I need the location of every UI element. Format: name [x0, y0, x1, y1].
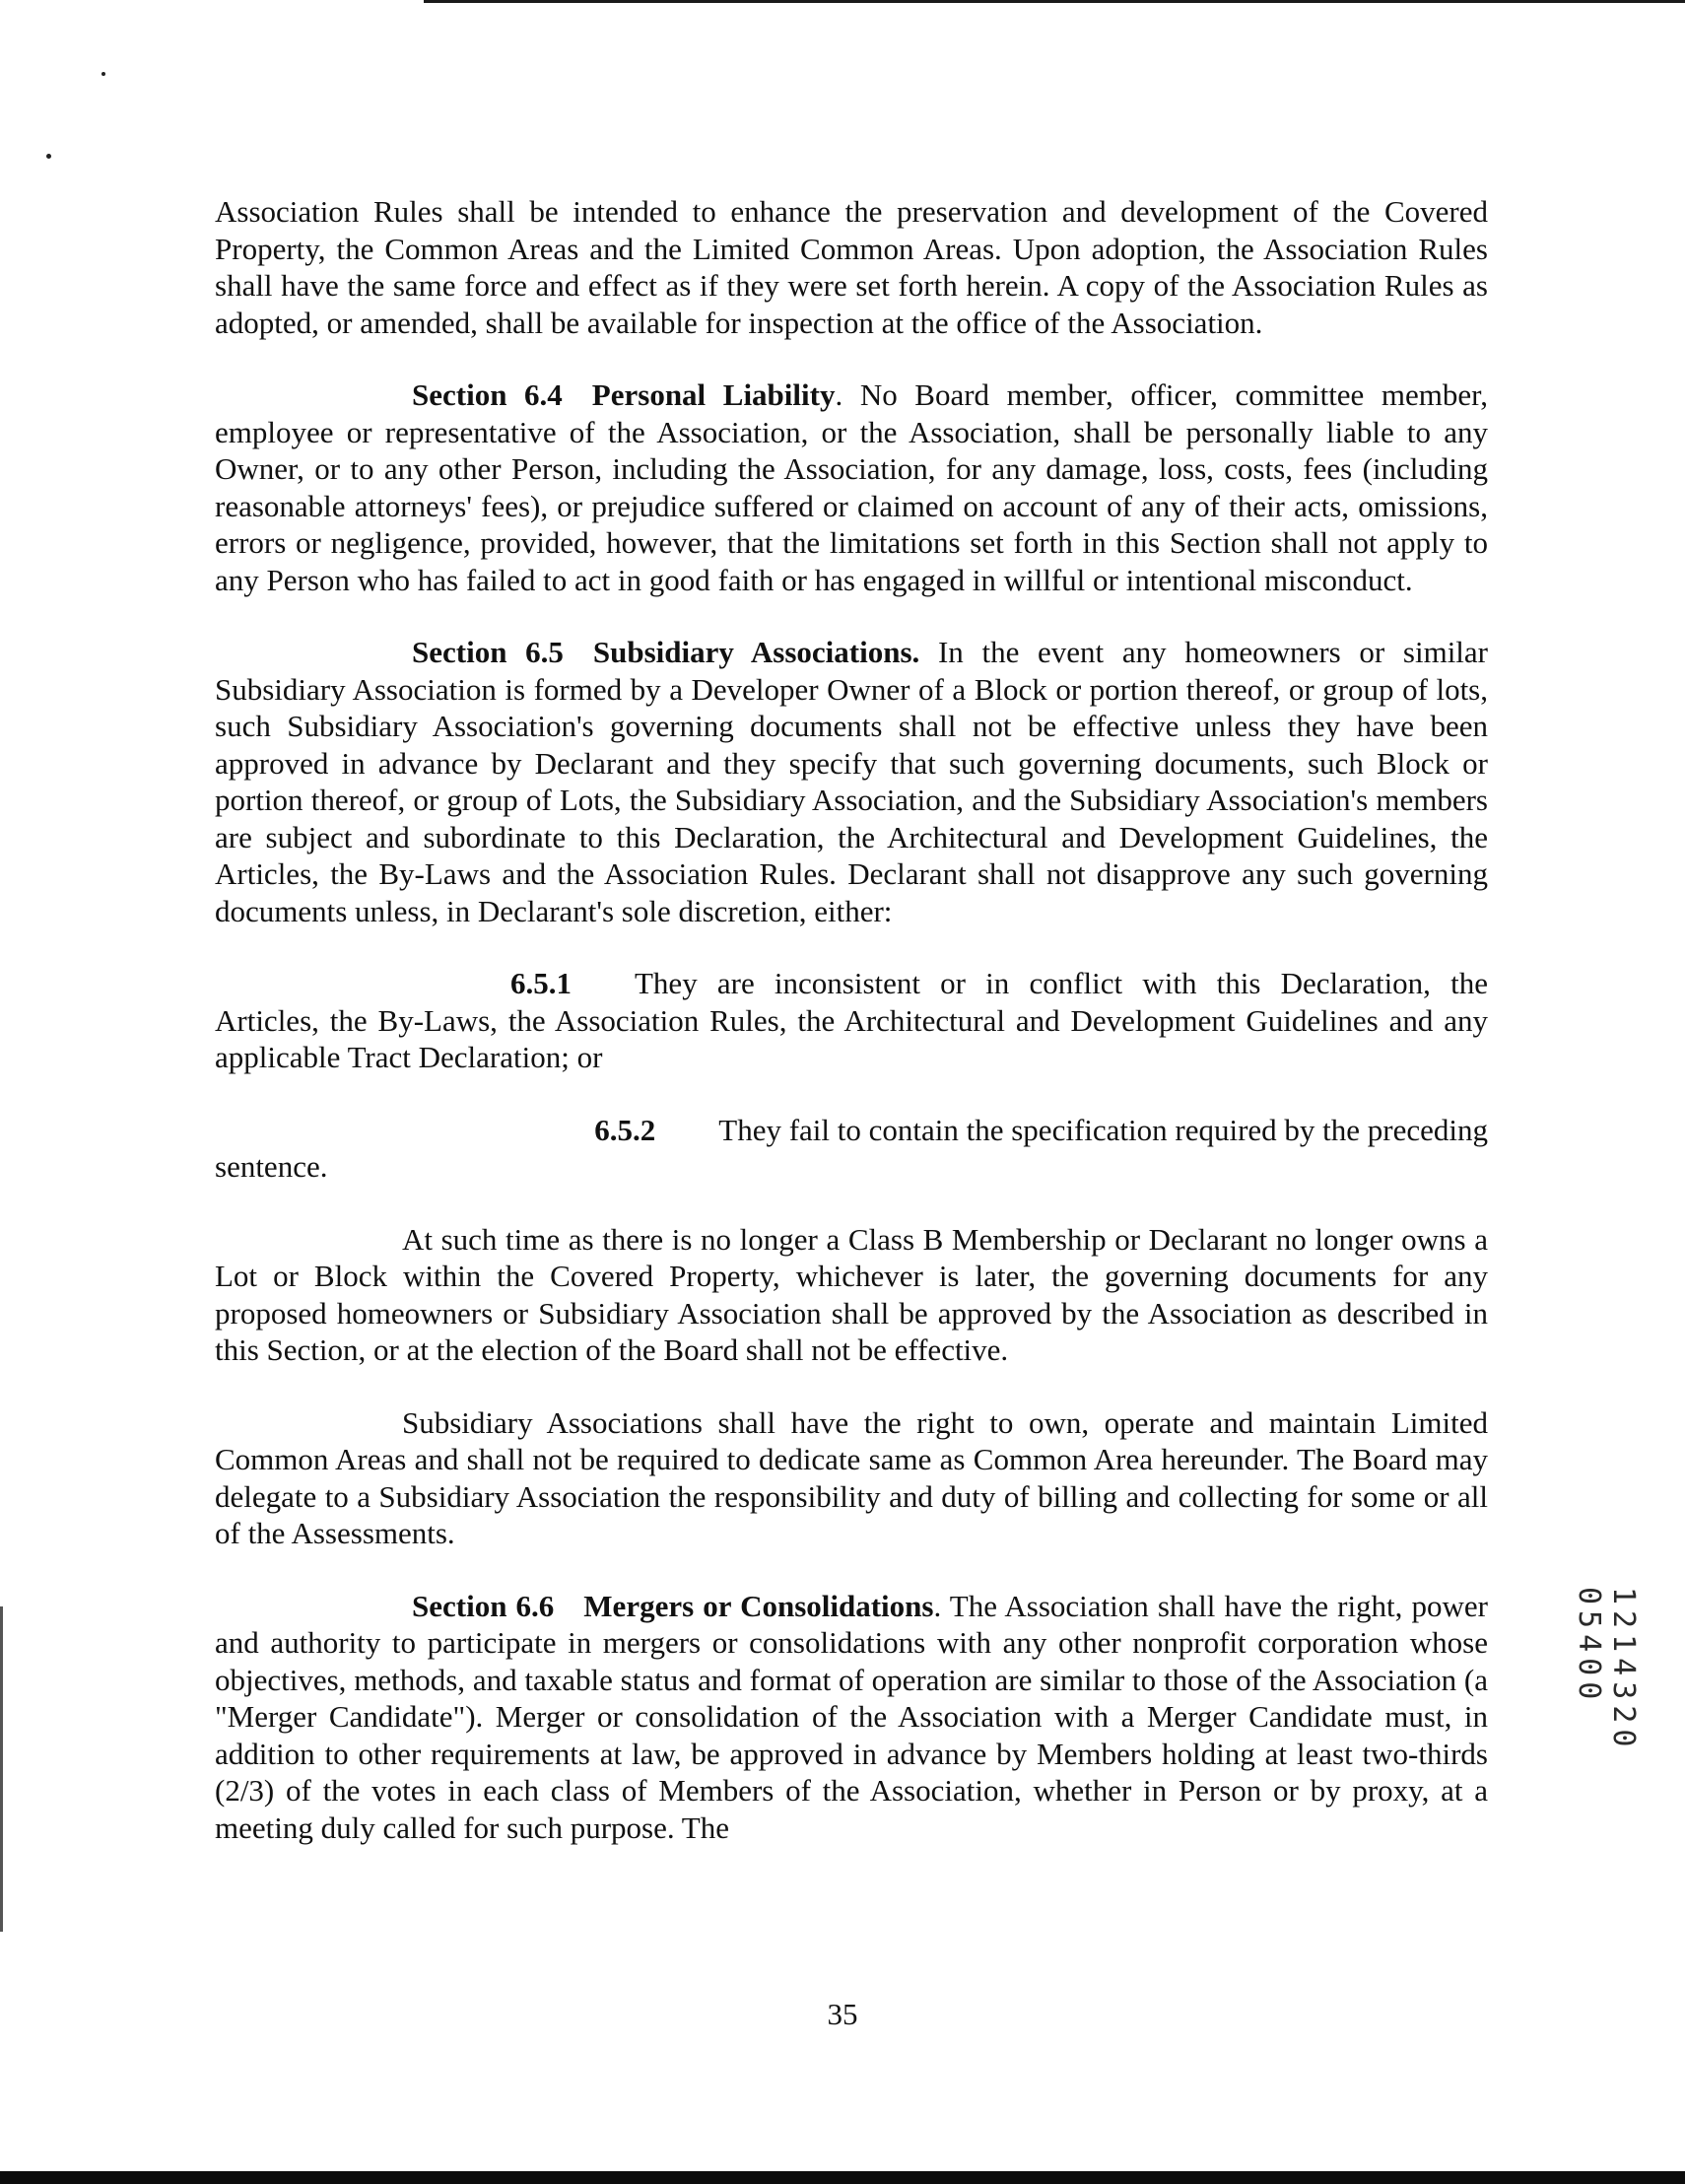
section-6-6-text: . The Association shall have the right, power and authority to participate in mergers or consolidations with any other nonprofit corporation whose objectives, methods, and taxable status and format of operation are similar to those of the Association (a "Merger Candidate"). Merger or consolidation of the Association with a Merger Candidate must, in addition to other requirements at law, be approved in advance by Members holding at least two-thirds (2/3) of the votes in each class of Members of the Association, whether in Person or by proxy, at a meeting duly called for such purpose. The — [215, 1588, 1488, 1845]
subsection-6-5-1-text: They are inconsistent or in conflict with this Declaration, the Articles, the By-Laws, the Association Rules, the Architectural and Development Guidelines and any applicable Tract Declaration; or — [215, 966, 1488, 1074]
scan-edge-mark — [0, 1606, 3, 1932]
section-6-5-number: Section 6.5 — [412, 635, 564, 669]
section-6-6 — [215, 1588, 1488, 1847]
subsection-6-5-2-text: They fail to contain the specification required by the preceding — [718, 1112, 1488, 1147]
paragraph-class-b-membership: At such time as there is no longer a Class B Membership or Declarant no longer owns a Lot or Block within the Covered Property, whichever is later, the governing documents for any proposed homeowners or Subsidiary Association shall be approved by the Association as described in this Section, or at the election of the Board shall not be effective. — [215, 1221, 1488, 1367]
recording-stamp-text: 1214320 05400 — [1572, 1587, 1641, 1753]
section-6-6-title: Mergers or Consolidations — [583, 1588, 934, 1623]
section-6-5-text: In the event any homeowners or similar Subsidiary Association is formed by a Developer Owner of a Block or portion thereof, or group of lots, such Subsidiary Association's governing documents shall not be effective unless they have been approved in advance by Declarant and they specify that such governing documents, such Block or portion thereof, or group of Lots, the Subsidiary Association, and the Subsidiary Association's members are subject and subordinate to this Declaration, the Architectural and Development Guidelines, the Articles, the By-Laws and the Association Rules. Declarant shall not disapprove any such governing documents unless, in Declarant's sole discretion, either: — [215, 635, 1489, 928]
document-body — [215, 193, 1488, 1881]
subsection-6-5-2-number: 6.5.2 — [594, 1112, 656, 1147]
section-6-6-number: Section 6.6 — [412, 1588, 555, 1623]
paragraph-subsidiary-rights: Subsidiary Associations shall have the right to own, operate and maintain Limited Common Areas and shall not be required to dedicate same as Common Area hereunder. The Board may delegate to a Subsidiary Association the responsibility and duty of billing and collecting for some or all of the Assessments. — [215, 1404, 1488, 1550]
subsection-6-5-1 — [215, 965, 1488, 1076]
page-number: 35 — [827, 1997, 858, 2031]
section-6-5-title: Subsidiary Associations. — [592, 635, 920, 669]
section-6-4-text: . No Board member, officer, committee member, employee or representative of the Association, or the Association, shall be personally liable to any Owner, or to any other Person, including the Association, for any damage, loss, costs, fees (including reasonable attorneys' fees), or prejudice suffered or claimed on account of any of their acts, omissions, errors or negligence, provided, however, that the limitations set forth in this Section shall not apply to any Person who has failed to act in good faith or has engaged in willful or intentional misconduct. — [215, 377, 1488, 597]
top-border-line — [424, 0, 1685, 3]
scan-speck — [46, 154, 51, 159]
paragraph-association-rules: Association Rules shall be intended to enhance the preservation and development of the Covered Property, the Common Areas and the Limited Common Areas. Upon adoption, the Association Rules shall have the same force and effect as if they were set forth herein. A copy of the Association Rules as adopted, or amended, shall be available for inspection at the office of the Association. — [215, 194, 1488, 340]
subsection-6-5-1-number: 6.5.1 — [510, 966, 572, 1000]
section-6-5 — [215, 634, 1488, 929]
scan-speck — [101, 72, 105, 76]
recording-stamp — [1572, 1587, 1641, 1853]
subsection-6-5-2 — [215, 1112, 1488, 1186]
section-6-4-number: Section 6.4 — [412, 377, 563, 412]
subsection-6-5-2-continuation: sentence. — [215, 1149, 328, 1184]
section-6-4-title: Personal Liability — [591, 377, 836, 412]
bottom-border-bar — [0, 2171, 1685, 2184]
section-6-4 — [215, 376, 1488, 598]
